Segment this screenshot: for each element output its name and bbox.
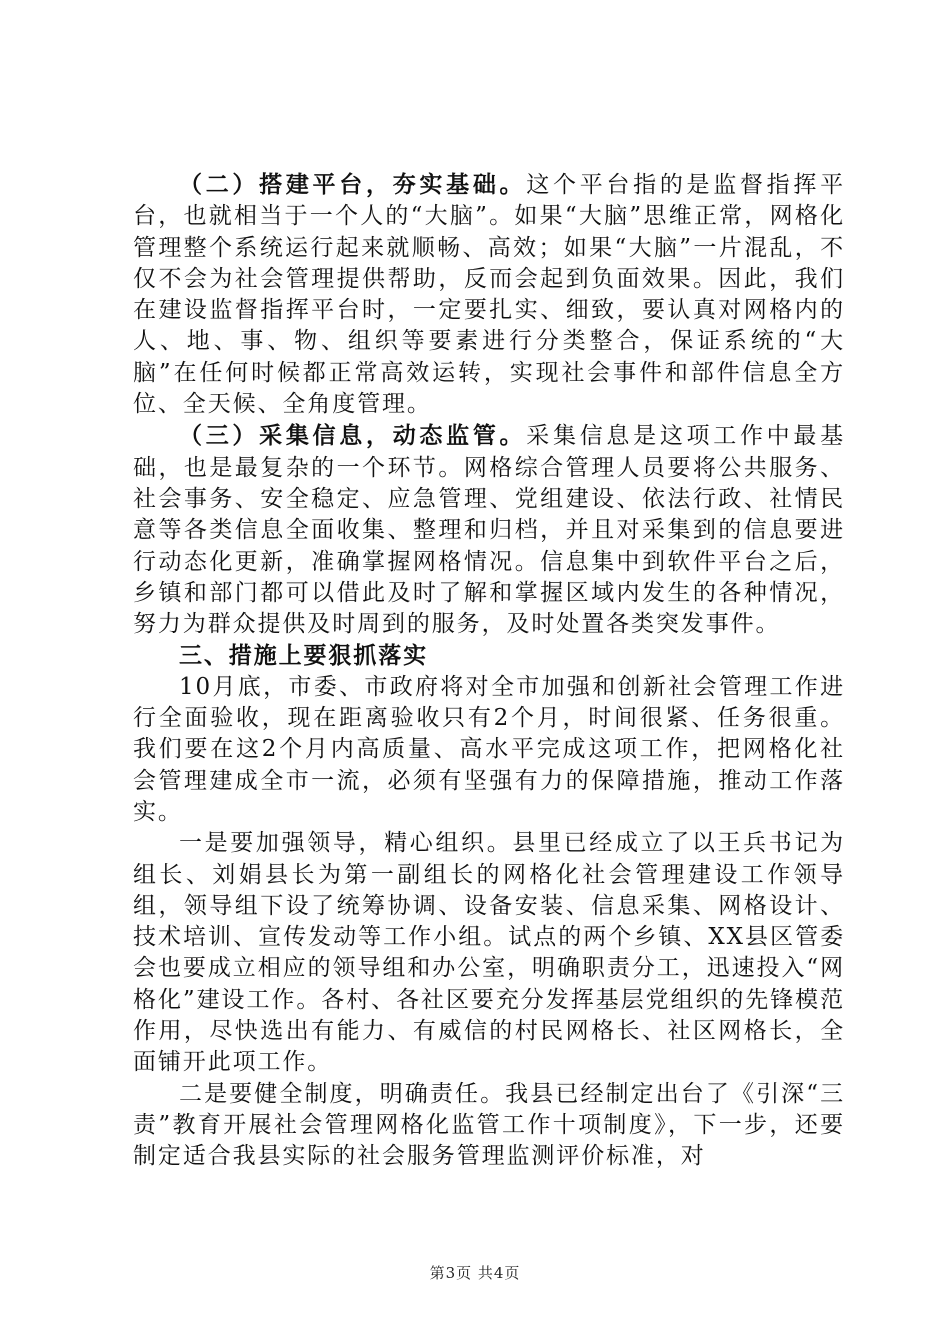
paragraph-text: 这个平台指的是监督指挥平台，也就相当于一个人的“大脑”。如果“大脑”思维正常，网格化管理整个系统运行起来就顺畅、高效；如果“大脑”一片混乱，不仅不会为社会管理提供帮助，反而会起到负面效果。因此，我们在建设监督指挥平台时，一定要扎实、细致，要认真对网格内的人、地、事、物、组织等要素进行分类整合，保证系统的“大脑”在任何时候都正常高效运转，实现社会事件和部件信息全方位、全天候、全角度管理。: [133, 172, 845, 418]
section-heading: 三、措施上要狠抓落实: [179, 642, 428, 670]
paragraph-information: [133, 420, 845, 640]
paragraph-leadership: 一是要加强领导，精心组织。县里已经成立了以王兵书记为组长、刘娟县长为第一副组长的网格化社会管理建设工作领导组，领导组下设了统筹协调、设备安装、信息采集、网格设计、技术培训、宣传发动等工作小组。试点的两个乡镇、XX县区管委会也要成立相应的领导组和办公室，明确职责分工，迅速投入“网格化”建设工作。各村、各社区要充分发挥基层党组织的先锋模范作用，尽快选出有能力、有威信的村民网格长、社区网格长，全面铺开此项工作。: [133, 830, 845, 1076]
paragraph-platform: [133, 169, 845, 420]
paragraph-lead: （二）搭建平台，夯实基础。: [179, 171, 527, 198]
paragraph-acceptance: 10月底，市委、市政府将对全市加强和创新社会管理工作进行全面验收，现在距离验收只有2个月，时间很紧、任务很重。我们要在这2个月内高质量、高水平完成这项工作，把网格化社会管理建成全市一流，必须有坚强有力的保障措施，推动工作落实。: [133, 673, 845, 825]
page-number: 第3页 共4页: [429, 1264, 521, 1282]
paragraph-text: 采集信息是这项工作中最基础，也是最复杂的一个环节。网格综合管理人员要将公共服务、社会事务、安全稳定、应急管理、党组建设、依法行政、社情民意等各类信息全面收集、整理和归档，并且对采集到的信息要进行动态化更新，准确掌握网格情况。信息集中到软件平台之后，乡镇和部门都可以借此及时了解和掌握区域内发生的各种情况，努力为群众提供及时周到的服务，及时处置各类突发事件。: [133, 423, 845, 638]
paragraph-system: 二是要健全制度，明确责任。我县已经制定出台了《引深“三责”教育开展社会管理网格化监管工作十项制度》，下一步，还要制定适合我县实际的社会服务管理监测评价标准，对: [133, 1080, 845, 1170]
document-body: [133, 169, 845, 1173]
paragraph-lead: （三）采集信息，动态监管。: [179, 422, 527, 450]
